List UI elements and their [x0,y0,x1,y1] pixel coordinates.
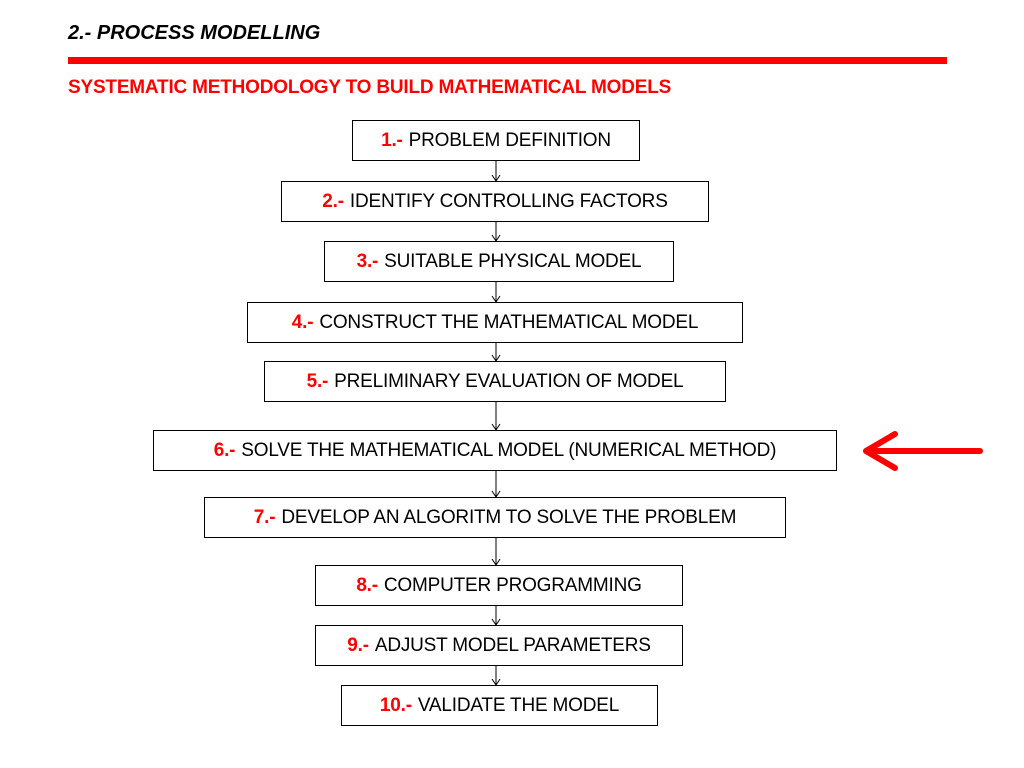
red-left-arrow-icon [866,434,980,468]
step-number: 7.- [253,506,276,528]
step-box-7 [204,497,786,538]
step-label: CONSTRUCT THE MATHEMATICAL MODEL [319,311,699,333]
step-number: 2.- [322,190,344,212]
step-box-1 [352,120,640,161]
step-box-10 [341,685,658,726]
step-number: 3.- [356,250,379,272]
step-label: PROBLEM DEFINITION [408,129,611,151]
step-number: 9.- [347,634,369,656]
step-label: COMPUTER PROGRAMMING [383,574,642,596]
step-label: PRELIMINARY EVALUATION OF MODEL [334,370,684,392]
down-arrow-icon [492,282,500,302]
step-label: VALIDATE THE MODEL [417,694,620,716]
step-label: SUITABLE PHYSICAL MODEL [384,250,642,272]
title-underline [68,57,947,64]
step-box-3 [324,241,674,282]
down-arrow-icon [492,222,500,241]
step-number: 10.- [379,694,412,716]
down-arrow-icon [492,402,500,430]
step-number: 6.- [213,439,236,461]
step-label: ADJUST MODEL PARAMETERS [374,634,651,656]
step-number: 8.- [356,574,378,596]
step-box-8 [315,565,683,606]
down-arrow-icon [492,666,500,685]
step-number: 1.- [381,129,403,151]
down-arrow-icon [492,343,500,361]
step-box-4 [247,302,743,343]
step-number: 4.- [291,311,314,333]
step-label: IDENTIFY CONTROLLING FACTORS [349,190,668,212]
slide-title: 2.- PROCESS MODELLING [68,22,321,44]
down-arrow-icon [492,471,500,497]
step-box-6 [153,430,837,471]
step-box-5 [264,361,726,402]
step-box-9 [315,625,683,666]
down-arrow-icon [492,606,500,625]
down-arrow-icon [492,161,500,181]
slide-subtitle: SYSTEMATIC METHODOLOGY TO BUILD MATHEMATICAL MODELS [68,77,672,98]
step-box-2 [281,181,709,222]
step-number: 5.- [306,370,329,392]
down-arrow-icon [492,538,500,565]
step-label: DEVELOP AN ALGORITM TO SOLVE THE PROBLEM [281,506,737,528]
step-label: SOLVE THE MATHEMATICAL MODEL (NUMERICAL METHOD) [241,439,777,461]
